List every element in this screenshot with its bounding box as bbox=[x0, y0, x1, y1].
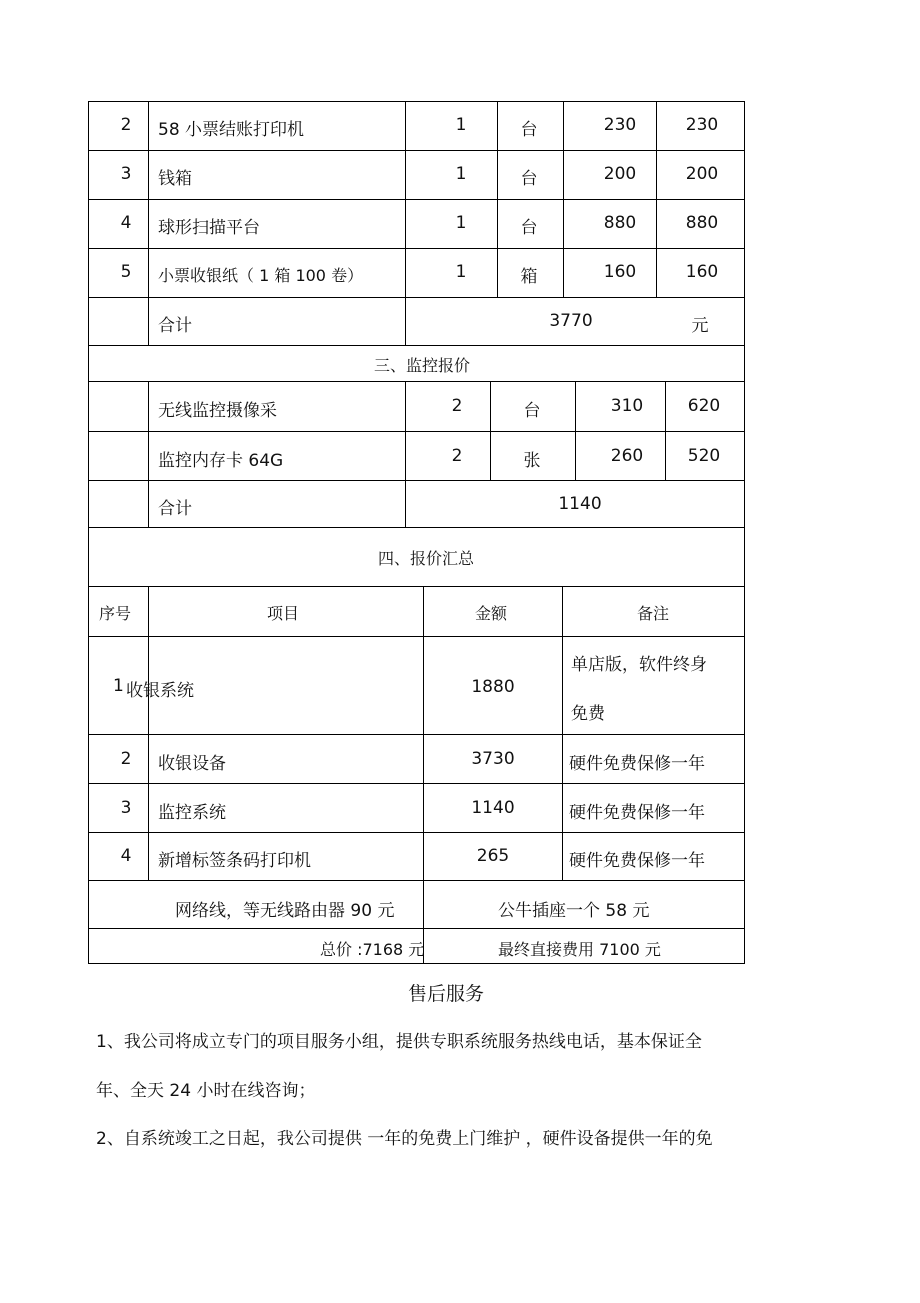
table-line bbox=[88, 101, 745, 102]
item-unit: 台 bbox=[520, 218, 538, 238]
item-note: 硬件免费保修一年 bbox=[569, 803, 705, 823]
item-name: 新增标签条码打印机 bbox=[158, 851, 311, 871]
table-line bbox=[497, 101, 498, 298]
table-line bbox=[88, 586, 745, 587]
item-total: 160 bbox=[685, 262, 719, 282]
item-name: 58 小票结账打印机 bbox=[158, 120, 305, 140]
table-line bbox=[744, 101, 745, 964]
item-unit: 张 bbox=[523, 451, 541, 471]
currency-unit: 元 bbox=[691, 316, 709, 336]
table-line bbox=[88, 431, 745, 432]
table-line bbox=[88, 101, 89, 964]
table-line bbox=[88, 381, 745, 382]
table-line bbox=[88, 248, 745, 249]
table-line bbox=[88, 832, 745, 833]
row-number: 1 bbox=[113, 676, 124, 696]
item-price: 260 bbox=[610, 446, 644, 466]
table-line bbox=[423, 586, 424, 964]
item-price: 230 bbox=[603, 115, 637, 135]
section-title: 四、报价汇总 bbox=[377, 549, 475, 568]
item-note: 单店版，软件终身 bbox=[571, 655, 707, 675]
item-amount: 1140 bbox=[471, 798, 515, 818]
table-line bbox=[490, 381, 491, 481]
item-name: 收银系统 bbox=[126, 681, 194, 701]
item-name: 监控内存卡 64G bbox=[158, 451, 284, 471]
item-qty: 1 bbox=[455, 262, 467, 282]
item-name: 球形扫描平台 bbox=[158, 218, 260, 238]
item-total: 520 bbox=[687, 446, 721, 466]
row-number: 2 bbox=[120, 115, 132, 135]
paragraph-line: 1、我公司将成立专门的项目服务小组，提供专职系统服务热线电话，基本保证全 bbox=[96, 1032, 702, 1052]
item-unit: 台 bbox=[523, 401, 541, 421]
item-total: 620 bbox=[687, 396, 721, 416]
item-price: 160 bbox=[603, 262, 637, 282]
item-price: 880 bbox=[603, 213, 637, 233]
table-line bbox=[88, 783, 745, 784]
item-note: 硬件免费保修一年 bbox=[569, 754, 705, 774]
subtotal-label: 合计 bbox=[158, 499, 192, 519]
item-amount: 3730 bbox=[471, 749, 515, 769]
item-name: 小票收银纸（ 1 箱 100 卷） bbox=[158, 266, 364, 285]
column-header: 金额 bbox=[474, 604, 508, 623]
item-price: 310 bbox=[610, 396, 644, 416]
table-line bbox=[405, 101, 406, 346]
item-qty: 1 bbox=[455, 213, 467, 233]
table-line bbox=[88, 480, 745, 481]
item-name: 钱箱 bbox=[158, 169, 192, 189]
table-line bbox=[562, 586, 563, 881]
row-number: 3 bbox=[120, 798, 132, 818]
item-unit: 台 bbox=[520, 120, 538, 140]
item-amount: 265 bbox=[476, 846, 510, 866]
table-line bbox=[88, 527, 745, 528]
item-price: 200 bbox=[603, 164, 637, 184]
table-line bbox=[148, 586, 149, 881]
section-heading: 售后服务 bbox=[407, 983, 485, 1005]
item-note: 免费 bbox=[571, 704, 605, 724]
total-price: 总价 :7168 元 bbox=[320, 940, 425, 959]
row-number: 5 bbox=[120, 262, 132, 282]
table-line bbox=[88, 963, 745, 964]
table-line bbox=[88, 636, 745, 637]
subtotal-amount: 3770 bbox=[549, 311, 593, 331]
column-header: 序号 bbox=[98, 604, 132, 623]
table-line bbox=[656, 101, 657, 298]
table-line bbox=[665, 381, 666, 481]
table-line bbox=[88, 199, 745, 200]
paragraph-line: 年、全天 24 小时在线咨询； bbox=[96, 1081, 316, 1101]
subtotal-label: 合计 bbox=[158, 316, 192, 336]
item-qty: 2 bbox=[451, 446, 463, 466]
table-line bbox=[148, 381, 149, 528]
extra-item: 公牛插座一个 58 元 bbox=[498, 901, 650, 921]
row-number: 4 bbox=[120, 213, 132, 233]
item-name: 无线监控摄像采 bbox=[158, 401, 277, 421]
table-line bbox=[405, 381, 406, 528]
item-total: 230 bbox=[685, 115, 719, 135]
paragraph-line: 2、自系统竣工之日起，我公司提供 一年的免费上门维护 ，硬件设备提供一年的免 bbox=[96, 1129, 713, 1149]
extra-item: 网络线，等无线路由器 90 元 bbox=[175, 901, 395, 921]
item-name: 收银设备 bbox=[158, 754, 226, 774]
table-line bbox=[88, 928, 745, 929]
table-line bbox=[88, 734, 745, 735]
item-qty: 1 bbox=[455, 115, 467, 135]
column-header: 备注 bbox=[636, 604, 670, 623]
final-cost: 最终直接费用 7100 元 bbox=[498, 940, 661, 959]
item-unit: 箱 bbox=[520, 267, 538, 287]
item-name: 监控系统 bbox=[158, 803, 226, 823]
row-number: 3 bbox=[120, 164, 132, 184]
item-note: 硬件免费保修一年 bbox=[569, 851, 705, 871]
item-amount: 1880 bbox=[471, 677, 515, 697]
item-total: 880 bbox=[685, 213, 719, 233]
table-line bbox=[148, 101, 149, 346]
section-title: 三、监控报价 bbox=[373, 356, 471, 375]
column-header: 项目 bbox=[266, 604, 300, 623]
table-line bbox=[88, 880, 745, 881]
subtotal-amount: 1140 bbox=[558, 494, 602, 514]
row-number: 2 bbox=[120, 749, 132, 769]
item-qty: 2 bbox=[451, 396, 463, 416]
table-line bbox=[563, 101, 564, 298]
table-line bbox=[88, 150, 745, 151]
row-number: 4 bbox=[120, 846, 132, 866]
table-line bbox=[88, 345, 745, 346]
item-total: 200 bbox=[685, 164, 719, 184]
item-unit: 台 bbox=[520, 169, 538, 189]
table-line bbox=[88, 297, 745, 298]
item-qty: 1 bbox=[455, 164, 467, 184]
table-line bbox=[575, 381, 576, 481]
